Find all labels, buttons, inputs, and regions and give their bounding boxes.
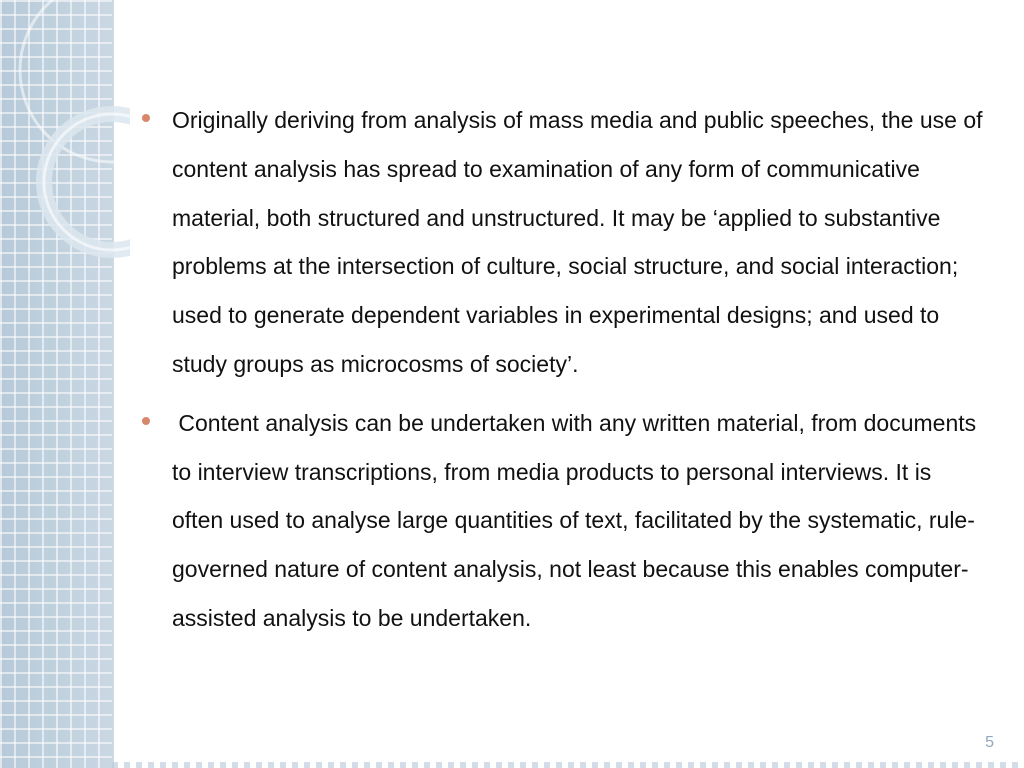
bullet-dot-icon — [142, 114, 150, 122]
bullet-dot-icon — [142, 417, 150, 425]
bullet-item-1 — [142, 96, 988, 389]
bullet-text-1: Originally deriving from analysis of mass media and public speeches, the use of content analysis has spread to examination of any form of communicative material, both structured and unstructured. It may be ‘applied to substantive problems at the intersection of culture, social structure, and social interaction; used to generate dependent variables in experimental designs; and used to study groups as microcosms of society’. — [172, 107, 983, 377]
page-number: 5 — [985, 734, 994, 751]
bullet-item-2 — [142, 399, 988, 643]
thick-ring — [44, 114, 130, 250]
bullet-text-2: Content analysis can be undertaken with any written material, from documents to interview transcriptions, from media products to personal interviews. It is often used to analyse large quantities of text, facilitated by the systematic, rule-governed nature of content analysis, not least because this enables computer-assisted analysis to be undertaken. — [172, 409, 977, 631]
decorative-bottom-band — [112, 762, 1024, 768]
decorative-rings-graphic — [0, 0, 130, 260]
large-ring — [20, 0, 130, 162]
bullet-list — [142, 96, 988, 653]
